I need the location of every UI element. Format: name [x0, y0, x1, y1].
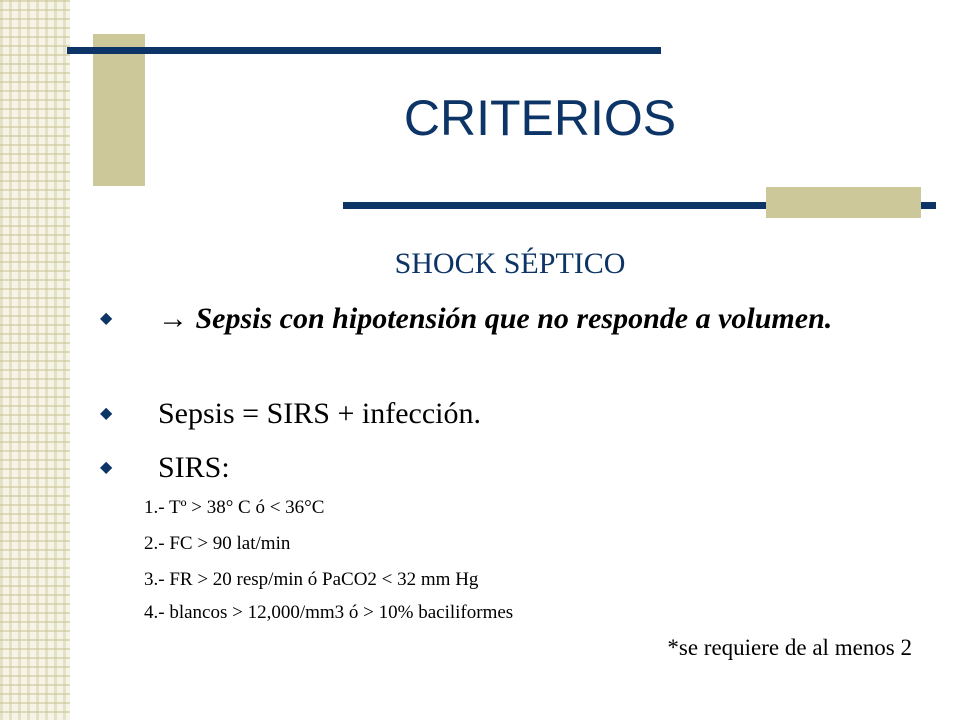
bullet-text: SIRS:: [158, 451, 230, 484]
slide-subtitle: SHOCK SÉPTICO: [394, 247, 626, 280]
sirs-criterion: 3.- FR > 20 resp/min ó PaCO2 < 32 mm Hg: [144, 569, 479, 590]
bullet-text: → Sepsis con hipotensión que no responde a volumen.: [158, 302, 833, 335]
diamond-bullet-icon: ◆: [100, 310, 113, 327]
decorative-tan-block: [93, 34, 145, 186]
sirs-criterion: 1.- Tº > 38° C ó < 36°C: [144, 497, 325, 518]
decorative-tan-accent: [766, 187, 921, 218]
sirs-criterion: 4.- blancos > 12,000/mm3 ó > 10% baciliformes: [144, 602, 514, 623]
sirs-criterion: 2.- FC > 90 lat/min: [144, 533, 291, 554]
footnote: *se requiere de al menos 2: [667, 635, 912, 660]
diamond-bullet-icon: ◆: [100, 405, 113, 422]
decorative-left-strip: [0, 0, 70, 720]
bullet-item-definition: [100, 300, 860, 338]
bullet-item-sepsis: [100, 395, 860, 433]
slide-title: CRITERIOS: [403, 90, 677, 146]
bullet-item-sirs: [100, 449, 860, 487]
decorative-top-bar: [67, 47, 661, 54]
bullet-text: Sepsis = SIRS + infección.: [158, 397, 481, 430]
diamond-bullet-icon: ◆: [100, 459, 113, 476]
